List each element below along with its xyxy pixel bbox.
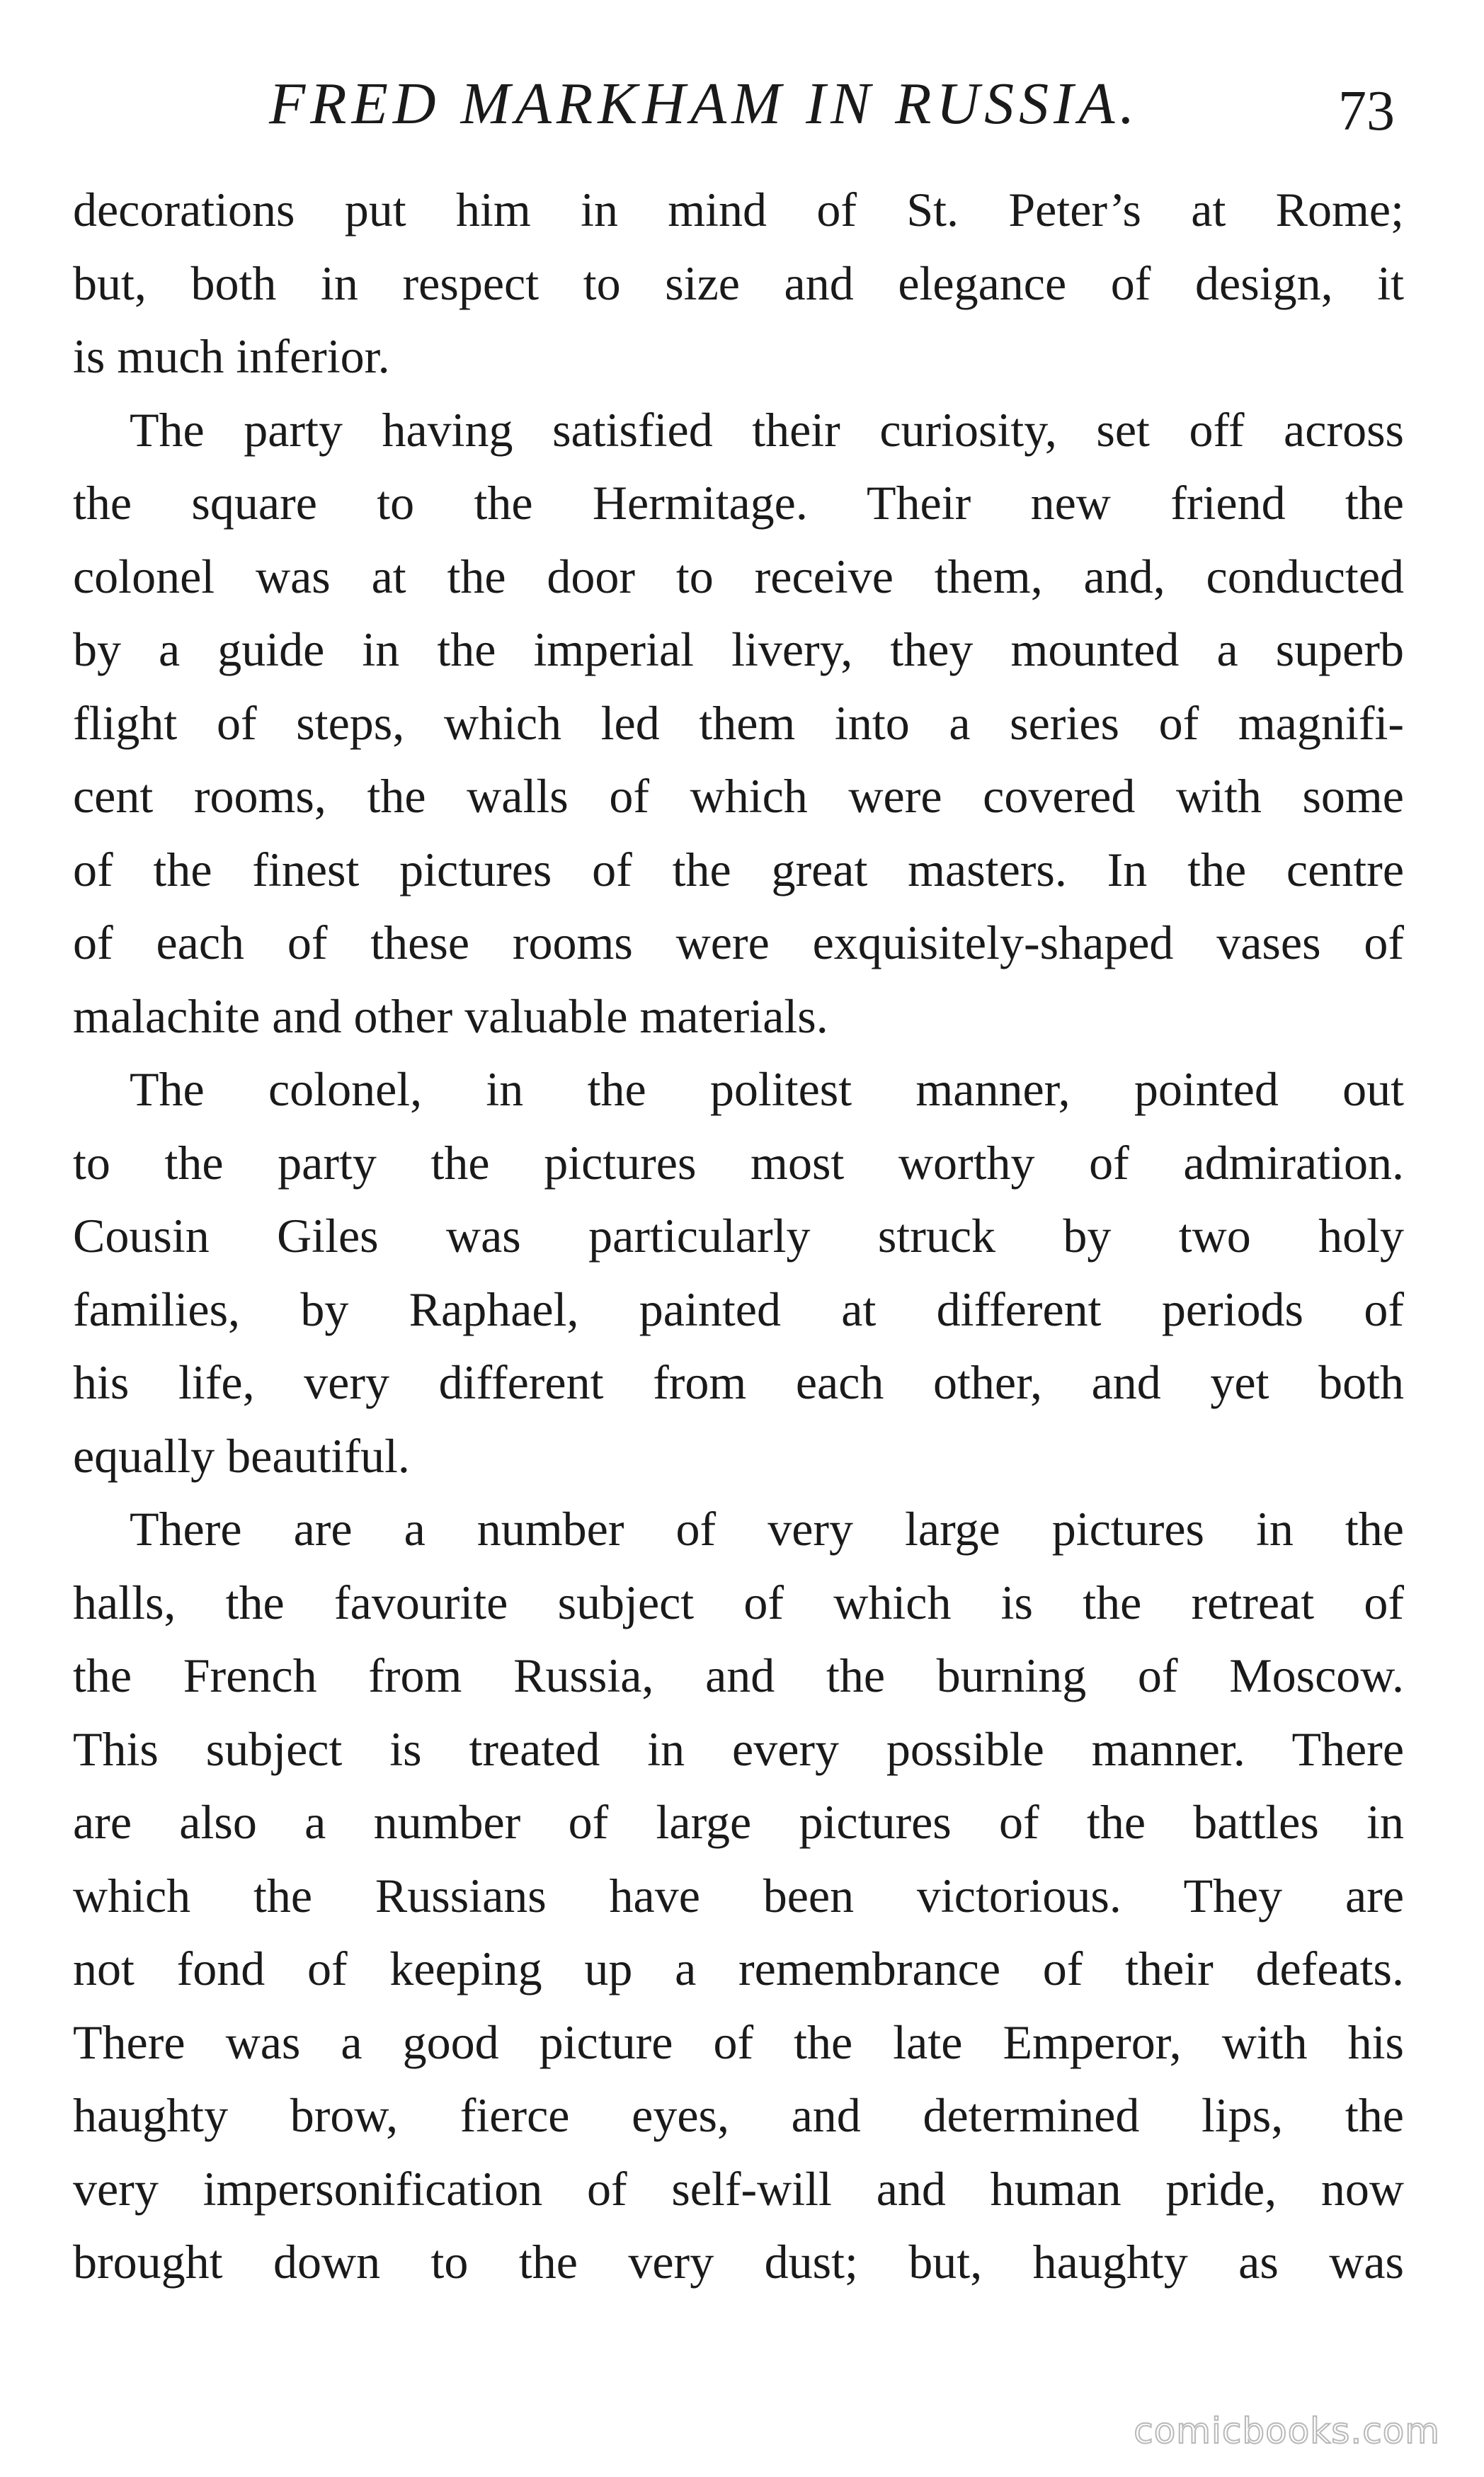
paragraph (73, 1493, 1404, 2299)
text-line: colonel was at the door to receive them, and, conducted (73, 549, 1404, 603)
running-head (71, 65, 1409, 143)
text-line: cent rooms, the walls of which were covered with some (73, 769, 1404, 823)
text-line: the square to the Hermitage. Their new friend the (73, 476, 1404, 530)
text-line: brought down to the very dust; but, haughty as was (73, 2235, 1404, 2289)
text-line: haughty brow, fierce eyes, and determined lips, the (73, 2088, 1404, 2142)
text-line: the French from Russia, and the burning of Moscow. (73, 1649, 1404, 1702)
text-line: which the Russians have been victorious. They are (73, 1868, 1404, 1923)
paragraph (73, 1053, 1404, 1493)
text-line: not fond of keeping up a remembrance of their defeats. (73, 1942, 1404, 1995)
text-line: flight of steps, which led them into a series of magnifi- (73, 695, 1404, 750)
text-line: Cousin Giles was particularly struck by two holy (73, 1209, 1404, 1263)
page-number: 73 (1338, 80, 1395, 142)
text-line: of each of these rooms were exquisitely-shaped vases of (73, 916, 1404, 969)
paragraph (73, 394, 1404, 1054)
text-line: equally beautiful. (73, 1428, 410, 1483)
text-line: decorations put him in mind of St. Peter’s at Rome; (73, 183, 1404, 237)
text-line: The colonel, in the politest manner, pointed out (130, 1062, 1404, 1116)
text-line: families, by Raphael, painted at different periods of (73, 1282, 1404, 1336)
text-line: but, both in respect to size and elegance of design, it (73, 256, 1404, 310)
text-line: There are a number of very large pictures in the (130, 1502, 1404, 1556)
text-line: of the finest pictures of the great masters. In the centre (73, 842, 1404, 896)
text-line: very impersonification of self-will and human pride, now (73, 2161, 1404, 2216)
text-line: is much inferior. (73, 329, 390, 383)
body-text (73, 173, 1404, 2299)
running-title: FRED MARKHAM IN RUSSIA. (269, 71, 1140, 137)
text-line: his life, very different from each other, and yet both (73, 1355, 1404, 1409)
text-line: by a guide in the imperial livery, they mounted a superb (73, 622, 1404, 676)
watermark: comicbooks.com (1134, 2410, 1440, 2452)
paragraph (73, 173, 1404, 394)
text-line: to the party the pictures most worthy of admiration. (73, 1135, 1404, 1190)
text-line: The party having satisfied their curiosity, set off across (130, 402, 1404, 457)
text-line: malachite and other valuable materials. (73, 989, 828, 1043)
text-line: This subject is treated in every possible manner. There (73, 1721, 1404, 1776)
text-line: halls, the favourite subject of which is the retreat of (73, 1575, 1404, 1629)
text-line: are also a number of large pictures of the battles in (73, 1795, 1404, 1849)
text-line: There was a good picture of the late Emperor, with his (73, 2015, 1404, 2069)
